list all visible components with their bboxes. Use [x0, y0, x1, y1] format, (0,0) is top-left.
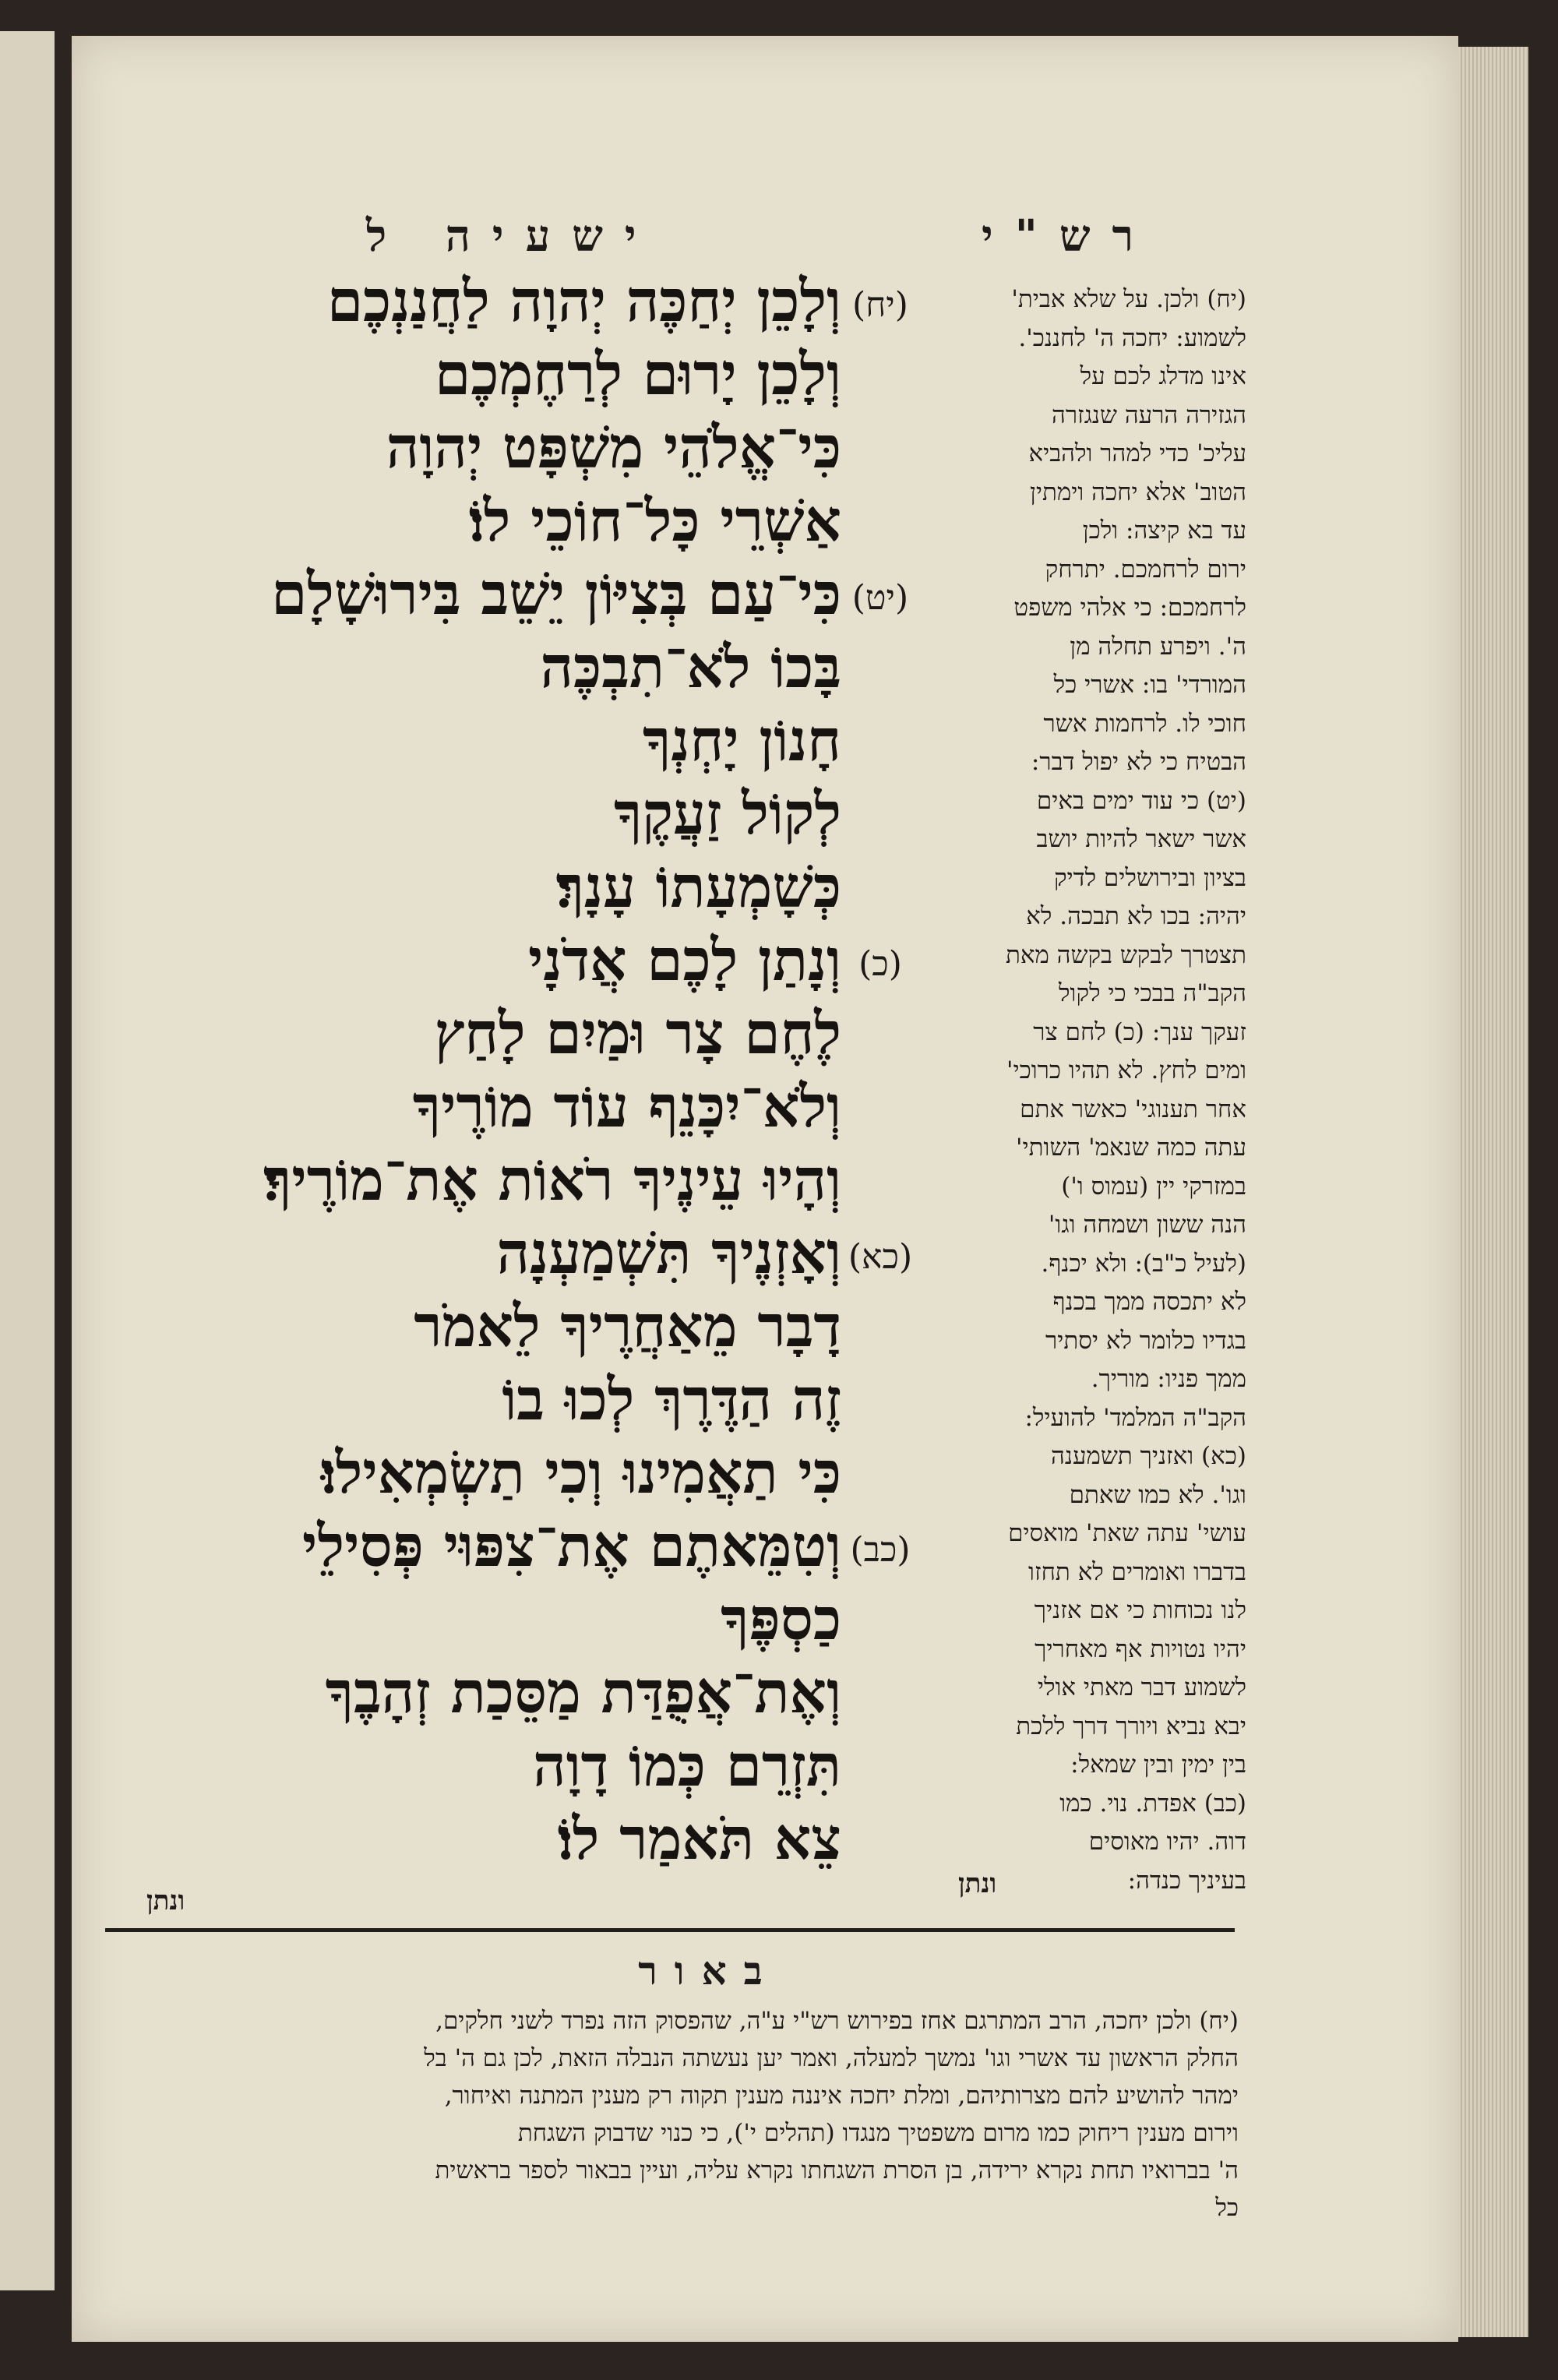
verse-line: וְהָיוּ עֵינֶיךָ רֹאוֹת אֶת־מוֹרֶיךָ׃ [263, 1147, 841, 1214]
verse [140, 558, 919, 924]
verse [140, 1510, 919, 1876]
rashi-line: ה'. ויפרע תחלה מן [1070, 632, 1246, 661]
verse-lines [140, 924, 841, 1217]
rashi-line: בגדיו כלומר לא יסתיר [1045, 1326, 1246, 1355]
biur-line: ה' בברואיו תחת נקרא ירידה, בן הסרת השגחתו נקרא עליה, ועיין בבאור לספר בראשית [435, 2156, 1239, 2184]
rashi-line: (לעיל כ"ב): ולא יכנף. [1041, 1249, 1246, 1278]
verse-line: לְקוֹל זַעֲקֶךָ [614, 781, 841, 848]
verse-line: צֵא תֹּאמַר לוֹ׃ [557, 1806, 841, 1873]
rashi-line: המורדי' בו: אשרי כל [1053, 671, 1246, 699]
verse-line: כִּי־עַם בְּצִיּוֹן יֵשֵׁב בִּירוּשָׁלָם [271, 561, 841, 628]
rashi-line: ממך פניו: מוריך. [1091, 1365, 1246, 1393]
verse-line: זֶה הַדֶּרֶךְ לְכוּ בוֹ [502, 1366, 841, 1433]
biur-line: ימהר להושיע להם מצרותיהם, ומלת יחכה איננה מענין תקוה רק מענין המתנה ואיחור, [444, 2082, 1239, 2110]
rashi-line: במזרקי יין (עמוס ו') [1061, 1172, 1246, 1201]
verse-lines [140, 265, 841, 558]
book-chapter-header: ישעיה ל [366, 210, 658, 262]
rashi-line: עליכ' כדי למהר ולהביא [1028, 439, 1246, 467]
verse-lines [140, 1217, 841, 1510]
verse-line: לֶחֶם צָר וּמַיִם לָחַץ [434, 1000, 841, 1067]
rashi-commentary [911, 280, 1246, 1900]
rashi-line: הנה ששון ושמחה וגו' [1048, 1211, 1246, 1239]
footnote-divider [105, 1928, 1235, 1932]
biur-commentary [109, 2002, 1239, 2227]
biur-line: החלק הראשון עד אשרי וגו' נמשך למעלה, ואמר יען נעשתה הנבלה הזאת, לכן גם ה' בל [424, 2044, 1239, 2072]
rashi-line: בדברו ואומרים לא תחזו [1028, 1557, 1246, 1586]
rashi-line: בעיניך כנדה: [1127, 1866, 1246, 1895]
rashi-line: עד בא קיצה: ולכן [1082, 517, 1246, 545]
verse-line: וְטִמֵּאתֶם אֶת־צִפּוּי פְּסִילֵי [302, 1513, 841, 1580]
rashi-line: לא יתכסה ממך בכנף [1052, 1288, 1246, 1316]
biur-title: באור [638, 1948, 780, 1994]
verse-line: חָנוֹן יָחְנְךָ [642, 707, 841, 774]
rashi-line: יהיו נטויות אף מאחריך [1035, 1634, 1246, 1663]
verse-line: וְאֶת־אֲפֻדַּת מַסֵּכַת זְהָבֶךָ [325, 1659, 841, 1726]
verse-line: תִּזְרֵם כְּמוֹ דָוָה [533, 1733, 841, 1800]
verse-number: (כא) [848, 1237, 913, 1277]
verse-line: בָּכוֹ לֹא־תִבְכֶּה [540, 634, 841, 701]
rashi-line: תצטרך לבקש בקשה מאת [1005, 940, 1246, 969]
verse-number: (יט) [851, 578, 909, 618]
rashi-line: ומים לחץ. לא תהיו כרוכי' [1006, 1056, 1246, 1084]
verse-line: וְלֹא־יִכָּנֵף עוֹד מוֹרֶיךָ [412, 1074, 841, 1141]
verse-line: וְלָכֵן יְחַכֶּה יְהוָה לַחֲנַנְכֶם [326, 268, 841, 335]
biur-line: (יח) ולכן יחכה, הרב המתרגם אחז בפירוש רש"י ע"ה, שהפסוק הזה נפרד לשני חלקים, [435, 2007, 1239, 2035]
rashi-line: דוה. יהיו מאוסים [1088, 1828, 1246, 1856]
verse-number: (כ) [858, 944, 902, 984]
verse [140, 1217, 919, 1510]
verse-line: וְנָתַן לָכֶם אֲדֹנָי [527, 927, 841, 994]
biur-line: וירום מענין ריחוק כמו מרום משפטיך מנגדו (תהלים י'), כי כנוי שדבוק השגחת [517, 2119, 1239, 2147]
rashi-line: בין ימין ובין שמאל: [1070, 1751, 1246, 1779]
rashi-catchword: ונתן [958, 1868, 997, 1899]
verse-line: וְאָזְנֶיךָ תִּשְׁמַעְנָה [496, 1220, 841, 1287]
verse-line: אַשְׁרֵי כָּל־חוֹכֵי לוֹ׃ [468, 488, 841, 555]
rashi-line: לשמוע: יחכה ה' לחננכ'. [1018, 323, 1246, 352]
rashi-line: (כא) ואזניך תשמענה [1051, 1442, 1246, 1470]
facing-page-edge [0, 31, 55, 2290]
verse-line: דָבָר מֵאַחֲרֶיךָ לֵאמֹר [414, 1293, 841, 1360]
verse-line: כַסְפֶּךָ [721, 1586, 841, 1653]
rashi-line: בציון ובירושלים לדיק [1053, 863, 1246, 892]
rashi-line: ירום לרחמכם. יתרחק [1045, 555, 1246, 584]
rashi-line: הטוב' אלא יחכה וימתין [1029, 478, 1246, 506]
rashi-line: לנו נכוחות כי אם אזניך [1034, 1596, 1246, 1624]
verse-line: כִּי־אֱלֹהֵי מִשְׁפָּט יְהוָה [386, 414, 841, 481]
verse [140, 265, 919, 558]
verse-number: (יח) [852, 285, 908, 325]
rashi-line: (כב) אפדת. נוי. כמו [1059, 1789, 1246, 1818]
rashi-line: הבטיח כי לא יפול דבר: [1031, 748, 1246, 776]
rashi-line: לשמוע דבר מאתי אולי [1037, 1673, 1246, 1701]
rashi-line: לרחמכם: כי אלהי משפט [1013, 594, 1246, 622]
page-edges [1458, 47, 1528, 2337]
rashi-line: זעקך ענך: (כ) לחם צר [1033, 1017, 1246, 1046]
verse-line: וְלָכֵן יָרוּם לְרַחֶמְכֶם [435, 341, 841, 408]
rashi-line: (יט) כי עוד ימים באים [1036, 786, 1246, 815]
rashi-line: הקב"ה בבכי כי לקול [1059, 979, 1246, 1007]
rashi-line: אחר תענוגי' כאשר אתם [1020, 1095, 1246, 1123]
rashi-line: הקב"ה המלמד' להועיל: [1024, 1403, 1246, 1432]
rashi-line: יבא נביא ויורך דרך ללכת [1016, 1712, 1246, 1740]
rashi-line: עתה כמה שנאמ' השותי' [1016, 1134, 1246, 1162]
verse-lines [140, 558, 841, 924]
verse [140, 924, 919, 1217]
main-catchword: ונתן [146, 1885, 185, 1916]
rashi-line: עושי' עתה שאת' מואסים [1008, 1519, 1246, 1547]
verse-lines [140, 1510, 841, 1876]
rashi-line: אשר ישאר להיות יושב [1036, 825, 1246, 853]
rashi-line: וגו'. לא כמו שאתם [1069, 1480, 1246, 1509]
scripture-column [140, 265, 919, 1876]
verse-number: (כב) [850, 1530, 911, 1570]
verse-line: כְּשָׁמְעָתוֹ עָנָךְ׃ [555, 854, 841, 921]
rashi-line: יהיה: בכו לא תבכה. לא [1026, 902, 1246, 930]
rashi-line: (יח) ולכן. על שלא אבית' [1011, 285, 1246, 313]
rashi-line: אינו מדלג לכם על [1080, 362, 1246, 390]
verse-line: כִּי תַאֲמִינוּ וְכִי תַשְׂמְאִילוּ׃ [320, 1440, 841, 1507]
rashi-line: הגזירה הרעה שנגזרה [1052, 400, 1246, 429]
biur-line: כל [1215, 2194, 1239, 2222]
rashi-header: רש"י [982, 210, 1156, 262]
rashi-line: חוכי לו. לרחמות אשר [1043, 709, 1246, 738]
